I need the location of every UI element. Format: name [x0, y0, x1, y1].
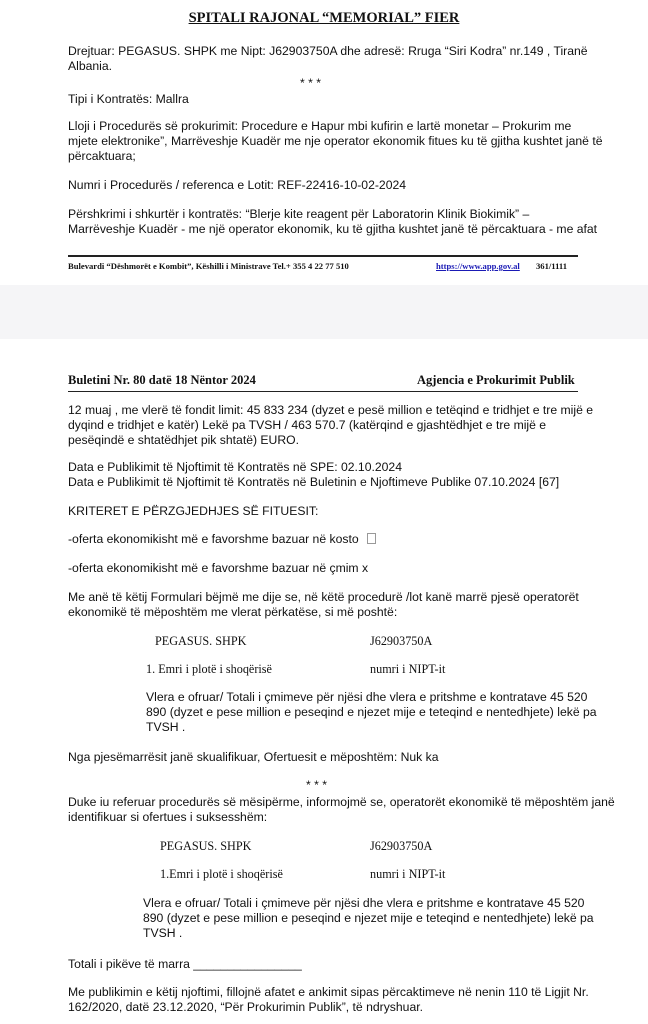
contract-description-line-2: Marrëveshje Kuadër - me një operator ekonomik, ku të gjitha kushtet janë të përcaktuara - me afat	[68, 222, 598, 236]
participant-value-line-3: TVSH .	[146, 720, 186, 734]
winner-company: PEGASUS. SHPK	[160, 839, 252, 853]
bulletin-header: Buletini Nr. 80 datë 18 Nëntor 2024	[68, 373, 256, 387]
winner-nipt-label: numri i NIPT-it	[370, 867, 446, 881]
winner-value-line-1: Vlera e ofruar/ Totali i çmimeve për njësi dhe vlera e pritshme e kontratave 45 520	[143, 896, 585, 910]
participants-intro-line-2: ekonomikë të mëposhtëm me vlerat përkatëse, si më poshtë:	[68, 605, 398, 619]
winner-nipt: J62903750A	[370, 839, 433, 853]
appeal-notice-line-2: 162/2020, datë 23.12.2020, “Për Prokurimin Publik”, të ndryshuar.	[68, 1000, 424, 1014]
participant-value-line-2: 890 (dyzet e pese million e peseqind e njezet mije e teteqind e nentedhjete) lekë pa	[146, 705, 597, 719]
checkbox-icon	[367, 533, 376, 544]
footer-page-number: 361/1111	[536, 261, 568, 271]
participant-value-line-1: Vlera e ofruar/ Totali i çmimeve për njësi dhe vlera e pritshme e kontratave 45 520	[146, 690, 588, 704]
winner-value-line-2: 890 (dyzet e pese million e peseqind e njezet mije e teteqind e nentedhjete) lekë pa	[143, 911, 594, 925]
footer-address: Bulevardi “Dëshmorët e Kombit”, Këshilli i Ministrave Tel.+ 355 4 22 77 510	[68, 261, 349, 271]
agency-header: Agjencia e Prokurimit Publik	[417, 373, 575, 387]
publication-date-spe: Data e Publikimit të Njoftimit të Kontratës në SPE: 02.10.2024	[68, 460, 402, 474]
disqualified-notice: Nga pjesëmarrësit janë skualifikuar, Ofertuesit e mëposhtëm: Nuk ka	[68, 750, 439, 764]
page-title: SPITALI RAJONAL “MEMORIAL” FIER	[188, 10, 460, 26]
winner-value-line-3: TVSH .	[143, 926, 183, 940]
winner-intro-line-2: identifikuar si ofertues i suksesshëm:	[68, 810, 268, 824]
duration-value-line-3: pesëqindë e shtatëdhjet pik shtatë) EURO.	[68, 433, 300, 447]
contract-description-line-1: Përshkrimi i shkurtër i kontratës: “Blerje kite reagent për Laboratorin Klinik Biokimik” –	[68, 207, 530, 221]
appeal-notice-line-1: Me publikimin e këtij njoftimi, fillojnë afatet e ankimit sipas përcaktimeve në nenin 110 të Ligjit Nr.	[68, 985, 589, 999]
procedure-type-line-1: Lloji i Procedurës së prokurimit: Procedure e Hapur mbi kufirin e lartë monetar – Prokurim me	[68, 119, 572, 133]
footer-divider	[68, 255, 578, 257]
criterion-price: -oferta ekonomikisht më e favorshme bazuar në çmim x	[68, 561, 369, 575]
recipient-line-1: Drejtuar: PEGASUS. SHPK me Nipt: J62903750A dhe adresë: Rruga “Siri Kodra” nr.149 , Tiranë	[68, 44, 588, 58]
participant-company: PEGASUS. SHPK	[155, 634, 247, 648]
duration-value-line-2: dyqind e tridhjet e katër) Lekë pa TVSH / 463 570.7 (katërqind e gjashtëdhjet e tre mijë e	[68, 418, 547, 432]
participant-nipt: J62903750A	[370, 634, 433, 648]
recipient-line-2: Albania.	[68, 59, 113, 73]
winner-intro-line-1: Duke iu referuar procedurës së mësipërme, informojmë se, operatorët ekonomikë të mëposhtëm janë	[68, 795, 615, 809]
criterion-cost-label: -oferta ekonomikisht më e favorshme bazuar në kosto	[68, 532, 359, 546]
duration-value-line-1: 12 muaj , me vlerë të fondit limit: 45 833 234 (dyzet e pesë million e tetëqind e tridhjet e tre mijë e	[68, 403, 594, 417]
participant-nipt-label: numri i NIPT-it	[370, 662, 446, 676]
footer-website-link[interactable]: https://www.app.gov.al	[436, 261, 520, 271]
procedure-number: Numri i Procedurës / referenca e Lotit: REF-22416-10-02-2024	[68, 178, 407, 192]
section-separator-stars: * * *	[300, 76, 322, 90]
publication-date-bulletin: Data e Publikimit të Njoftimit të Kontratës në Buletinin e Njoftimeve Publike 07.10.2024 [67]	[68, 475, 560, 489]
page-gap	[0, 285, 648, 339]
winner-name-label: 1.Emri i plotë i shoqërisë	[160, 867, 283, 881]
section-separator-stars-2: * * *	[306, 778, 328, 792]
total-points: Totali i pikëve të marra ________________	[68, 957, 302, 971]
participants-intro-line-1: Me anë të këtij Formulari bëjmë me dije se, në këtë procedurë /lot kanë marrë pjesë operatorët	[68, 590, 579, 604]
participant-name-label: 1. Emri i plotë i shoqërisë	[146, 662, 272, 676]
selection-criteria-heading: KRITERET E PËRZGJEDHJES SË FITUESIT:	[68, 504, 319, 518]
header-divider	[68, 391, 578, 392]
procedure-type-line-2: mjete elektronike”, Marrëveshje Kuadër me nje operator ekonomik fitues ku të gjitha kushtet janë të	[68, 134, 603, 148]
procedure-type-line-3: përcaktuara;	[68, 149, 136, 163]
contract-type: Tipi i Kontratës: Mallra	[68, 92, 189, 106]
criterion-cost	[68, 532, 376, 547]
